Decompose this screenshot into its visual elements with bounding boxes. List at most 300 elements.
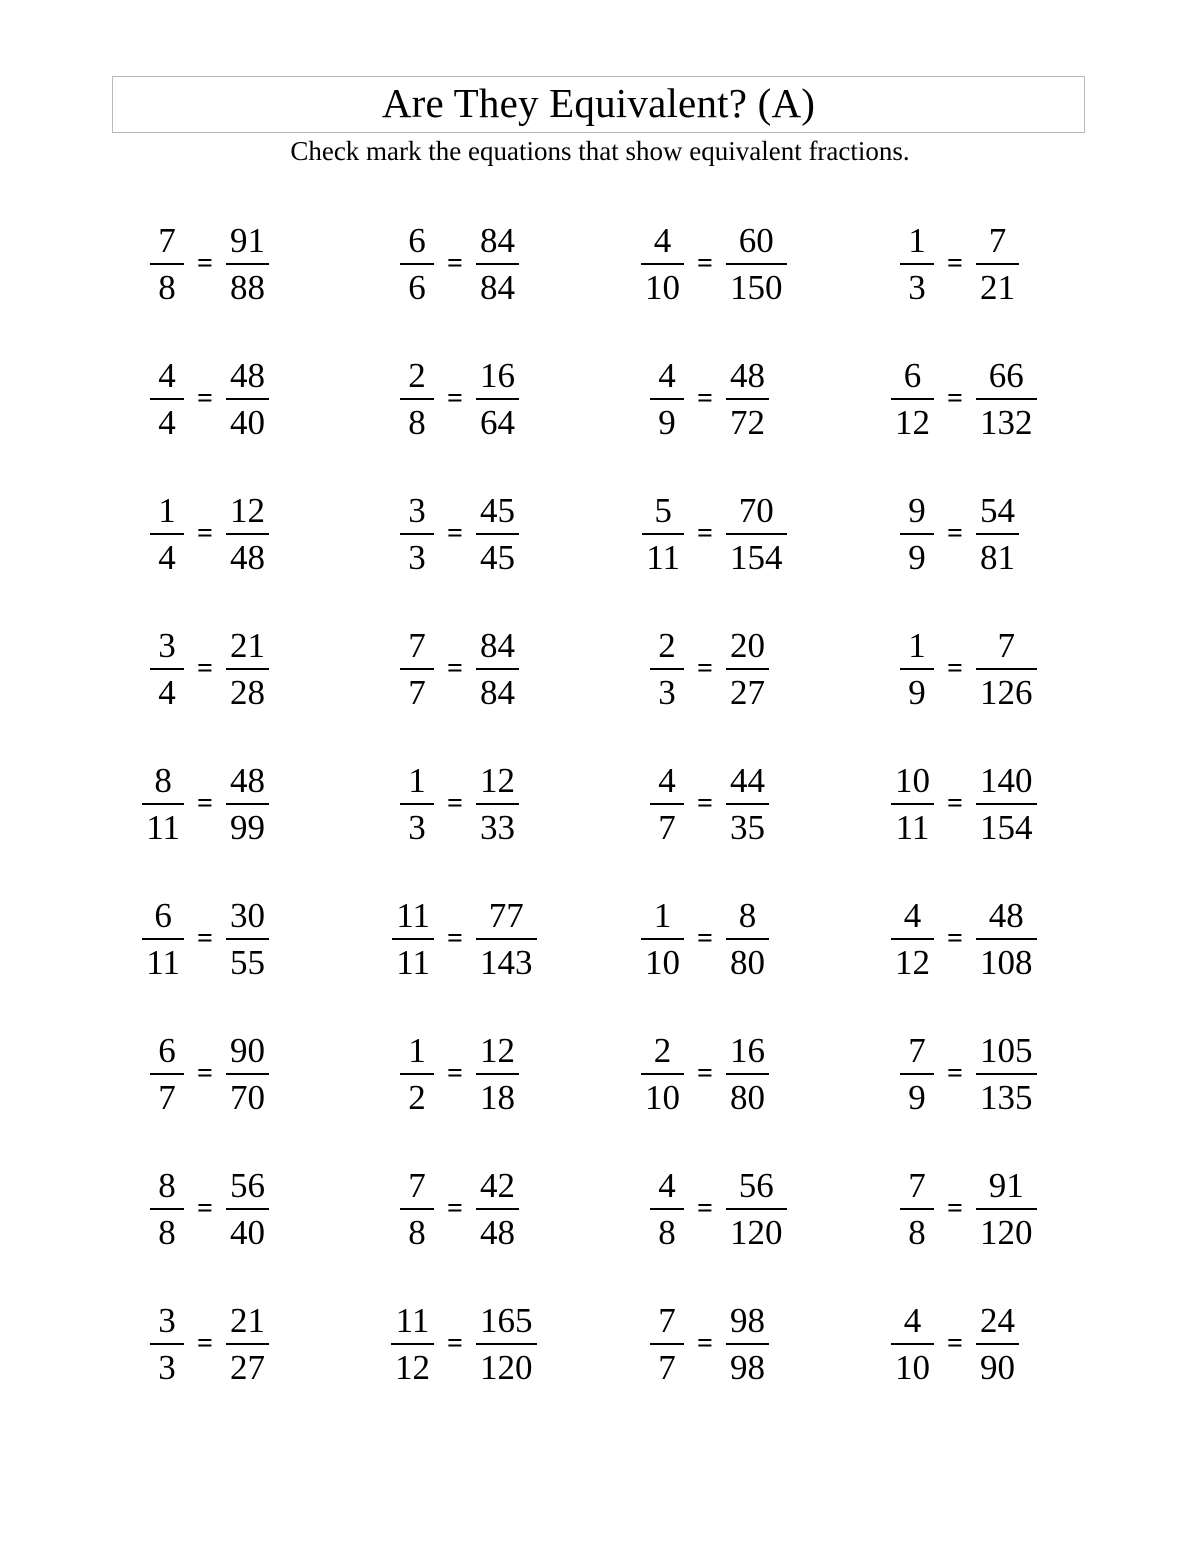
left-fraction-bar bbox=[650, 668, 684, 670]
problem-row bbox=[100, 871, 1100, 1006]
left-fraction-numerator: 2 bbox=[408, 355, 426, 395]
problem-20[interactable] bbox=[850, 736, 1100, 871]
left-fraction-bar bbox=[400, 263, 434, 265]
right-fraction-slot bbox=[976, 1165, 1086, 1252]
left-fraction-bar bbox=[150, 668, 184, 670]
left-fraction-denominator: 10 bbox=[895, 1347, 930, 1387]
right-fraction-bar bbox=[226, 533, 269, 535]
problem-22[interactable] bbox=[350, 871, 600, 1006]
right-fraction-bar bbox=[976, 938, 1037, 940]
left-fraction-bar bbox=[391, 1343, 434, 1345]
right-fraction bbox=[976, 895, 1037, 982]
equals-sign: = bbox=[197, 652, 213, 684]
left-fraction-numerator: 3 bbox=[408, 490, 426, 530]
left-fraction-slot bbox=[850, 1030, 934, 1117]
right-fraction-bar bbox=[976, 1073, 1037, 1075]
left-fraction bbox=[650, 760, 684, 847]
problem-grid bbox=[100, 196, 1100, 1411]
left-fraction-slot bbox=[850, 220, 934, 307]
problem-4[interactable] bbox=[850, 196, 1100, 331]
left-fraction bbox=[400, 490, 434, 577]
right-fraction-denominator: 27 bbox=[730, 672, 765, 712]
left-fraction-numerator: 1 bbox=[158, 490, 176, 530]
right-fraction-denominator: 48 bbox=[230, 537, 265, 577]
left-fraction-numerator: 2 bbox=[653, 1030, 672, 1070]
right-fraction-slot bbox=[226, 760, 336, 847]
problem-7[interactable] bbox=[600, 331, 850, 466]
right-fraction-numerator: 56 bbox=[230, 1165, 265, 1205]
left-fraction-numerator: 1 bbox=[408, 1030, 426, 1070]
left-fraction-denominator: 12 bbox=[895, 942, 930, 982]
right-fraction bbox=[226, 490, 269, 577]
left-fraction-denominator: 7 bbox=[658, 1347, 676, 1387]
right-fraction bbox=[476, 760, 519, 847]
right-fraction-denominator: 48 bbox=[480, 1212, 515, 1252]
left-fraction-denominator: 7 bbox=[158, 1077, 176, 1117]
left-fraction-denominator: 4 bbox=[158, 537, 176, 577]
left-fraction-denominator: 8 bbox=[158, 1212, 176, 1252]
equals-sign: = bbox=[947, 1327, 963, 1359]
right-fraction-numerator: 54 bbox=[980, 490, 1015, 530]
left-fraction bbox=[400, 220, 434, 307]
left-fraction-slot bbox=[600, 625, 684, 712]
equals-sign: = bbox=[197, 1192, 213, 1224]
right-fraction bbox=[476, 220, 519, 307]
left-fraction-slot bbox=[600, 490, 684, 577]
equals-sign: = bbox=[197, 247, 213, 279]
left-fraction-bar bbox=[650, 398, 684, 400]
left-fraction bbox=[400, 355, 434, 442]
equals-sign: = bbox=[947, 652, 963, 684]
left-fraction-slot bbox=[850, 1165, 934, 1252]
page-title: Are They Equivalent? (A) bbox=[381, 79, 816, 126]
left-fraction-slot bbox=[350, 355, 434, 442]
left-fraction-numerator: 8 bbox=[158, 1165, 176, 1205]
left-fraction-slot bbox=[350, 220, 434, 307]
right-fraction-denominator: 84 bbox=[480, 672, 515, 712]
equals-sign: = bbox=[447, 922, 463, 954]
left-fraction-bar bbox=[891, 1343, 934, 1345]
problem-24[interactable] bbox=[850, 871, 1100, 1006]
right-fraction-slot bbox=[726, 760, 836, 847]
left-fraction bbox=[150, 490, 184, 577]
left-fraction-slot bbox=[100, 490, 184, 577]
problem-12[interactable] bbox=[850, 466, 1100, 601]
right-fraction-numerator: 70 bbox=[738, 490, 774, 530]
problem-18[interactable] bbox=[350, 736, 600, 871]
right-fraction-bar bbox=[726, 1208, 787, 1210]
title-box bbox=[112, 76, 1085, 133]
problem-5[interactable] bbox=[100, 331, 350, 466]
equals-sign: = bbox=[947, 247, 963, 279]
right-fraction-denominator: 40 bbox=[230, 402, 265, 442]
problem-11[interactable] bbox=[600, 466, 850, 601]
left-fraction bbox=[150, 355, 184, 442]
left-fraction-bar bbox=[150, 533, 184, 535]
right-fraction-slot bbox=[226, 355, 336, 442]
equals-sign: = bbox=[197, 517, 213, 549]
left-fraction-bar bbox=[650, 1208, 684, 1210]
equals-sign: = bbox=[697, 652, 713, 684]
right-fraction-slot bbox=[476, 355, 586, 442]
right-fraction-numerator: 48 bbox=[230, 355, 265, 395]
right-fraction-denominator: 33 bbox=[480, 807, 515, 847]
right-fraction bbox=[976, 490, 1019, 577]
right-fraction-slot bbox=[476, 1300, 586, 1387]
right-fraction-slot bbox=[476, 760, 586, 847]
right-fraction-slot bbox=[726, 895, 836, 982]
left-fraction-denominator: 2 bbox=[408, 1077, 426, 1117]
problem-6[interactable] bbox=[350, 331, 600, 466]
problem-2[interactable] bbox=[350, 196, 600, 331]
left-fraction-denominator: 11 bbox=[146, 942, 180, 982]
left-fraction-bar bbox=[142, 938, 184, 940]
right-fraction-numerator: 12 bbox=[230, 490, 265, 530]
problem-21[interactable] bbox=[100, 871, 350, 1006]
left-fraction-denominator: 9 bbox=[908, 672, 926, 712]
right-fraction-bar bbox=[226, 668, 269, 670]
left-fraction bbox=[650, 1165, 684, 1252]
right-fraction-slot bbox=[476, 1165, 586, 1252]
left-fraction-bar bbox=[891, 803, 934, 805]
right-fraction-denominator: 98 bbox=[730, 1347, 765, 1387]
right-fraction-numerator: 7 bbox=[988, 220, 1007, 260]
right-fraction-denominator: 126 bbox=[980, 672, 1033, 712]
right-fraction-bar bbox=[226, 1073, 269, 1075]
right-fraction-slot bbox=[976, 1030, 1086, 1117]
left-fraction-numerator: 7 bbox=[658, 1300, 676, 1340]
right-fraction-slot bbox=[226, 895, 336, 982]
right-fraction-denominator: 80 bbox=[730, 1077, 765, 1117]
left-fraction bbox=[650, 625, 684, 712]
right-fraction bbox=[476, 490, 519, 577]
left-fraction-denominator: 10 bbox=[645, 942, 680, 982]
right-fraction-slot bbox=[726, 1030, 836, 1117]
right-fraction-bar bbox=[476, 1208, 519, 1210]
left-fraction-slot bbox=[600, 220, 684, 307]
problem-35[interactable] bbox=[600, 1276, 850, 1411]
problem-27[interactable] bbox=[600, 1006, 850, 1141]
problem-23[interactable] bbox=[600, 871, 850, 1006]
right-fraction-bar bbox=[226, 803, 269, 805]
left-fraction-numerator: 1 bbox=[908, 625, 926, 665]
right-fraction-bar bbox=[226, 1208, 269, 1210]
left-fraction-numerator: 7 bbox=[408, 1165, 426, 1205]
left-fraction bbox=[392, 895, 434, 982]
left-fraction-denominator: 3 bbox=[408, 537, 426, 577]
problem-15[interactable] bbox=[600, 601, 850, 736]
left-fraction-bar bbox=[150, 1073, 184, 1075]
problem-32[interactable] bbox=[850, 1141, 1100, 1276]
left-fraction-denominator: 8 bbox=[408, 402, 426, 442]
left-fraction-bar bbox=[400, 1208, 434, 1210]
left-fraction-bar bbox=[900, 533, 934, 535]
right-fraction-numerator: 140 bbox=[980, 760, 1033, 800]
equals-sign: = bbox=[697, 787, 713, 819]
right-fraction-bar bbox=[726, 1343, 769, 1345]
equals-sign: = bbox=[947, 922, 963, 954]
right-fraction-denominator: 40 bbox=[230, 1212, 265, 1252]
right-fraction-slot bbox=[976, 895, 1086, 982]
right-fraction-numerator: 48 bbox=[230, 760, 265, 800]
problem-row bbox=[100, 601, 1100, 736]
left-fraction-denominator: 6 bbox=[408, 267, 426, 307]
right-fraction-numerator: 44 bbox=[730, 760, 765, 800]
equals-sign: = bbox=[947, 1192, 963, 1224]
left-fraction-slot bbox=[350, 760, 434, 847]
right-fraction-numerator: 84 bbox=[480, 625, 515, 665]
equals-sign: = bbox=[447, 652, 463, 684]
left-fraction-slot bbox=[100, 895, 184, 982]
right-fraction-slot bbox=[976, 625, 1086, 712]
right-fraction-bar bbox=[976, 803, 1037, 805]
problem-row bbox=[100, 331, 1100, 466]
problem-29[interactable] bbox=[100, 1141, 350, 1276]
right-fraction-denominator: 21 bbox=[980, 267, 1015, 307]
right-fraction-numerator: 20 bbox=[730, 625, 765, 665]
left-fraction-bar bbox=[400, 668, 434, 670]
left-fraction-numerator: 2 bbox=[658, 625, 676, 665]
right-fraction-numerator: 7 bbox=[997, 625, 1015, 665]
equals-sign: = bbox=[947, 517, 963, 549]
left-fraction-slot bbox=[100, 1300, 184, 1387]
right-fraction-numerator: 48 bbox=[988, 895, 1024, 935]
equals-sign: = bbox=[697, 1192, 713, 1224]
left-fraction-slot bbox=[850, 895, 934, 982]
right-fraction-bar bbox=[976, 263, 1019, 265]
problem-9[interactable] bbox=[100, 466, 350, 601]
right-fraction bbox=[976, 1030, 1037, 1117]
right-fraction bbox=[226, 220, 269, 307]
left-fraction-denominator: 3 bbox=[658, 672, 676, 712]
equals-sign: = bbox=[447, 247, 463, 279]
left-fraction-bar bbox=[900, 1208, 934, 1210]
problem-row bbox=[100, 466, 1100, 601]
right-fraction-denominator: 28 bbox=[230, 672, 265, 712]
left-fraction-slot bbox=[100, 220, 184, 307]
equals-sign: = bbox=[447, 382, 463, 414]
right-fraction-slot bbox=[726, 220, 836, 307]
left-fraction-bar bbox=[641, 1073, 684, 1075]
left-fraction-numerator: 6 bbox=[903, 355, 922, 395]
problem-19[interactable] bbox=[600, 736, 850, 871]
problem-3[interactable] bbox=[600, 196, 850, 331]
right-fraction-numerator: 66 bbox=[988, 355, 1024, 395]
right-fraction-bar bbox=[476, 1073, 519, 1075]
problem-17[interactable] bbox=[100, 736, 350, 871]
problem-33[interactable] bbox=[100, 1276, 350, 1411]
right-fraction-numerator: 30 bbox=[230, 895, 265, 935]
left-fraction-bar bbox=[400, 398, 434, 400]
right-fraction-denominator: 120 bbox=[980, 1212, 1033, 1252]
right-fraction-denominator: 108 bbox=[980, 942, 1033, 982]
left-fraction-denominator: 3 bbox=[158, 1347, 176, 1387]
left-fraction-numerator: 7 bbox=[908, 1030, 926, 1070]
right-fraction bbox=[976, 1165, 1037, 1252]
right-fraction bbox=[226, 895, 269, 982]
left-fraction-slot bbox=[850, 760, 934, 847]
left-fraction-numerator: 1 bbox=[653, 895, 672, 935]
right-fraction-bar bbox=[226, 938, 269, 940]
right-fraction-denominator: 120 bbox=[730, 1212, 783, 1252]
left-fraction-slot bbox=[600, 1030, 684, 1117]
right-fraction-numerator: 16 bbox=[480, 355, 515, 395]
problem-row bbox=[100, 1276, 1100, 1411]
left-fraction bbox=[891, 1300, 934, 1387]
right-fraction-bar bbox=[476, 668, 519, 670]
right-fraction bbox=[226, 760, 269, 847]
left-fraction-denominator: 8 bbox=[408, 1212, 426, 1252]
right-fraction bbox=[726, 490, 787, 577]
left-fraction-denominator: 11 bbox=[895, 807, 930, 847]
equals-sign: = bbox=[697, 382, 713, 414]
left-fraction-slot bbox=[600, 760, 684, 847]
right-fraction bbox=[976, 625, 1037, 712]
right-fraction-denominator: 81 bbox=[980, 537, 1015, 577]
left-fraction-bar bbox=[150, 1343, 184, 1345]
left-fraction-denominator: 8 bbox=[908, 1212, 926, 1252]
left-fraction-slot bbox=[850, 355, 934, 442]
right-fraction-slot bbox=[976, 490, 1086, 577]
problem-row bbox=[100, 736, 1100, 871]
right-fraction-denominator: 35 bbox=[730, 807, 765, 847]
right-fraction-denominator: 88 bbox=[230, 267, 265, 307]
problem-16[interactable] bbox=[850, 601, 1100, 736]
left-fraction-numerator: 4 bbox=[653, 220, 672, 260]
right-fraction bbox=[476, 1165, 519, 1252]
left-fraction-bar bbox=[150, 398, 184, 400]
left-fraction-denominator: 11 bbox=[146, 807, 180, 847]
left-fraction-bar bbox=[142, 803, 184, 805]
right-fraction-bar bbox=[726, 398, 769, 400]
right-fraction-denominator: 27 bbox=[230, 1347, 265, 1387]
problem-34[interactable] bbox=[350, 1276, 600, 1411]
left-fraction-denominator: 3 bbox=[408, 807, 426, 847]
right-fraction-denominator: 99 bbox=[230, 807, 265, 847]
problem-25[interactable] bbox=[100, 1006, 350, 1141]
equals-sign: = bbox=[697, 922, 713, 954]
left-fraction-bar bbox=[150, 1208, 184, 1210]
right-fraction-numerator: 16 bbox=[730, 1030, 765, 1070]
problem-row bbox=[100, 1141, 1100, 1276]
problem-30[interactable] bbox=[350, 1141, 600, 1276]
problem-13[interactable] bbox=[100, 601, 350, 736]
left-fraction-numerator: 10 bbox=[895, 760, 930, 800]
left-fraction-slot bbox=[100, 1030, 184, 1117]
left-fraction bbox=[642, 490, 684, 577]
right-fraction-numerator: 90 bbox=[230, 1030, 265, 1070]
left-fraction-slot bbox=[600, 355, 684, 442]
left-fraction bbox=[150, 220, 184, 307]
right-fraction-slot bbox=[226, 490, 336, 577]
left-fraction bbox=[400, 1165, 434, 1252]
left-fraction bbox=[400, 760, 434, 847]
left-fraction-numerator: 4 bbox=[658, 760, 676, 800]
left-fraction bbox=[650, 1300, 684, 1387]
left-fraction bbox=[641, 220, 684, 307]
left-fraction-numerator: 6 bbox=[158, 1030, 176, 1070]
left-fraction-bar bbox=[650, 803, 684, 805]
left-fraction-slot bbox=[100, 1165, 184, 1252]
right-fraction bbox=[726, 355, 769, 442]
right-fraction bbox=[476, 895, 537, 982]
left-fraction bbox=[391, 1300, 434, 1387]
right-fraction-numerator: 8 bbox=[738, 895, 757, 935]
left-fraction-slot bbox=[850, 1300, 934, 1387]
right-fraction-numerator: 56 bbox=[738, 1165, 774, 1205]
left-fraction-slot bbox=[350, 1030, 434, 1117]
right-fraction-numerator: 12 bbox=[480, 760, 515, 800]
left-fraction-slot bbox=[100, 760, 184, 847]
left-fraction-denominator: 11 bbox=[396, 942, 430, 982]
equals-sign: = bbox=[947, 1057, 963, 1089]
right-fraction-slot bbox=[976, 1300, 1086, 1387]
right-fraction bbox=[976, 355, 1037, 442]
left-fraction bbox=[150, 625, 184, 712]
right-fraction-bar bbox=[726, 803, 769, 805]
right-fraction bbox=[976, 1300, 1019, 1387]
left-fraction bbox=[150, 1165, 184, 1252]
right-fraction-numerator: 48 bbox=[730, 355, 765, 395]
right-fraction-slot bbox=[726, 625, 836, 712]
right-fraction bbox=[726, 1165, 787, 1252]
left-fraction-slot bbox=[600, 895, 684, 982]
right-fraction-bar bbox=[476, 1343, 537, 1345]
left-fraction-slot bbox=[350, 1300, 434, 1387]
left-fraction-slot bbox=[100, 355, 184, 442]
left-fraction-bar bbox=[891, 938, 934, 940]
right-fraction bbox=[726, 895, 769, 982]
left-fraction-slot bbox=[350, 625, 434, 712]
left-fraction-bar bbox=[392, 938, 434, 940]
right-fraction-slot bbox=[476, 1030, 586, 1117]
problem-31[interactable] bbox=[600, 1141, 850, 1276]
left-fraction bbox=[150, 1300, 184, 1387]
right-fraction bbox=[226, 625, 269, 712]
right-fraction bbox=[476, 1030, 519, 1117]
right-fraction-bar bbox=[226, 1343, 269, 1345]
left-fraction bbox=[891, 760, 934, 847]
right-fraction bbox=[976, 220, 1019, 307]
right-fraction-slot bbox=[726, 490, 836, 577]
equals-sign: = bbox=[197, 922, 213, 954]
right-fraction bbox=[726, 760, 769, 847]
left-fraction-slot bbox=[350, 490, 434, 577]
left-fraction-slot bbox=[350, 1165, 434, 1252]
equals-sign: = bbox=[197, 1057, 213, 1089]
right-fraction-slot bbox=[226, 220, 336, 307]
right-fraction-denominator: 135 bbox=[980, 1077, 1033, 1117]
problem-8[interactable] bbox=[850, 331, 1100, 466]
left-fraction-denominator: 9 bbox=[908, 1077, 926, 1117]
left-fraction-slot bbox=[850, 490, 934, 577]
right-fraction-bar bbox=[226, 398, 269, 400]
problem-1[interactable] bbox=[100, 196, 350, 331]
left-fraction bbox=[900, 490, 934, 577]
equals-sign: = bbox=[947, 787, 963, 819]
problem-36[interactable] bbox=[850, 1276, 1100, 1411]
problem-28[interactable] bbox=[850, 1006, 1100, 1141]
problem-10[interactable] bbox=[350, 466, 600, 601]
left-fraction bbox=[641, 1030, 684, 1117]
problem-14[interactable] bbox=[350, 601, 600, 736]
equals-sign: = bbox=[697, 517, 713, 549]
left-fraction bbox=[891, 355, 934, 442]
right-fraction-denominator: 84 bbox=[480, 267, 515, 307]
left-fraction-numerator: 8 bbox=[154, 760, 172, 800]
left-fraction-numerator: 11 bbox=[396, 895, 430, 935]
problem-26[interactable] bbox=[350, 1006, 600, 1141]
